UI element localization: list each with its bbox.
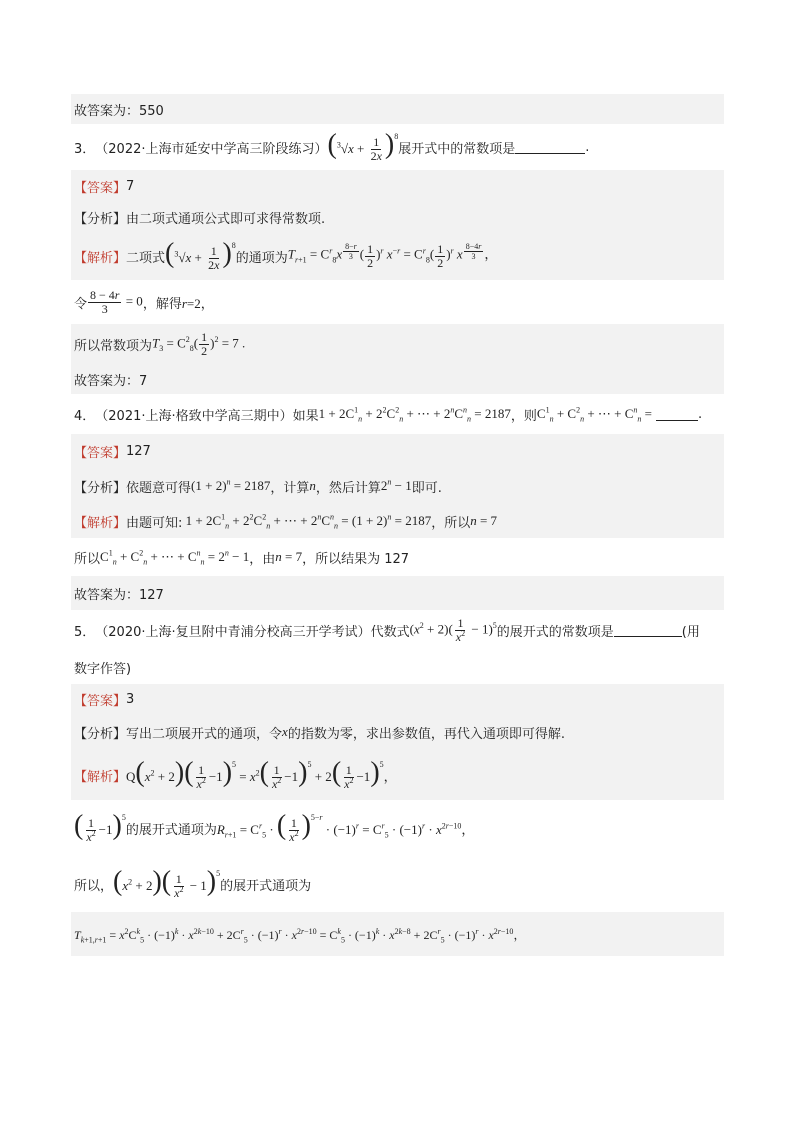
problem-5-answer: 【答案】 3 (71, 684, 724, 714)
problem-3-solution: 【解析】 二项式 ($^3$√x + $\frac{1}{2x}$ )$^8$ 的通项为 $T_{r+1} = C^r_8x$ $^{\frac{8-r}{3}}$ ( $\frac{1}{2}$ )$^r$ $x^{-r} = C^r_8$( $\frac{1}{2}$ )$^r$ x $^{\frac{8-4r}{3}}$ ， (71, 232, 724, 280)
problem-4-question: 4． （2021·上海·格致中学高三期中） 如果 $1 + 2C^1_n + 2^2C^2_n$ + ⋯ + $2^nC^n_n = 2187$ ，则 $C^1_n + C^2_n$ + ⋯ + $C^n_n$ = . (74, 405, 703, 424)
expression: ($^3$√x + $\frac{1}{2x}$ )$^8$ (327, 128, 399, 164)
answer-blank (656, 408, 698, 421)
problem-5-question: 5． （2020·上海·复旦附中青浦分校高三开学考试） 代数式 $(x^2 + 2)$( $\frac{1}{x^2}$ − 1)$^5$ 的展开式的常数项是 (用 (74, 615, 700, 644)
problem-4-final: 故答案为：127 (71, 576, 724, 610)
problem-3-question: 3． （2022·上海市延安中学高三阶段练习） ($^3$√x + $\frac{1}{2x}$ )$^8$ 展开式中的常数项是 . (74, 128, 590, 164)
problem-3-answer: 【答案】 7 (71, 170, 724, 202)
problem-3-solution-step-2: 令 $\frac{8 - 4r}{3}$ = 0 ，解得 r=2， (74, 287, 214, 316)
problem-5-solution-step-4: $T_{k+1,r+1} = x^2C^k_5 \cdot (-1)^k \cdot x^{2k-10} + 2C^r_5 \cdot (-1)^r \cdot x^{2r-10} = C^k_5 \cdot (-1)^k \cdot x^{2k-8} + 2C^r_5 \cdot (-1)^r \cdot x^{2r-10}$， (71, 912, 724, 956)
problem-5-solution: 【解析】 $Q(x^2 + 2)$( $\frac{1}{x^2}$ $-1)^5 = x^2$( $\frac{1}{x^2}$ −1)$^5$ + 2( $\frac{1}{x^2}$ −1)$^5$， (71, 750, 724, 800)
problem-5-question-cont: 数字作答) (74, 661, 132, 677)
problem-4-solution-step-2: 所以 $C^1_n + C^2_n$ + ⋯ + $C^n_n = 2^n - 1$ ，由 n = 7 ，所以结果为 127 (74, 548, 410, 567)
document-page (71, 94, 724, 956)
problem-5-solution-step-3: 所以， $(x^2 + 2)$( $\frac{1}{x^2}$ − 1)$^5$ 的展开式通项为 (74, 865, 312, 901)
previous-answer-line: 故答案为：550 (71, 94, 724, 124)
problem-3-final: 故答案为：7 (71, 364, 724, 394)
problem-4-analysis: 【分析】 依题意可得 $(1 + 2)^n = 2187$ ，计算 n ，然后计算 $2^n - 1$ 即可. (71, 468, 724, 504)
problem-5-solution-step-2: ( $\frac{1}{x^2}$ −1)$^5$ 的展开式通项为 $R_{r+1} = C^r_5$ · ( $\frac{1}{x^2}$ )$^{5-r} \cdot (-1)^r = C^r_5 \cdot (-1)^r \cdot x^{2r-10}$， (74, 809, 475, 845)
problem-3-analysis: 【分析】 由二项式通项公式即可求得常数项. (71, 202, 724, 232)
problem-4-solution: 【解析】 由题可知: $1 + 2C^1_n + 2^2C^2_n$ + ⋯ + $2^nC^n_n = (1 + 2)^n = 2187$ ，所以 n = 7 (71, 504, 724, 538)
problem-4-answer: 【答案】 127 (71, 434, 724, 468)
problem-3-solution-step-3: 所以常数项为 $T_3 = C^2_8$( $\frac{1}{2}$ )$^2$ = 7 . (71, 324, 724, 364)
answer-blank (614, 624, 682, 637)
answer-blank (515, 141, 585, 154)
problem-5-analysis: 【分析】 写出二项展开式的通项，令 x 的指数为零，求出参数值，再代入通项即可得解. (71, 714, 724, 750)
